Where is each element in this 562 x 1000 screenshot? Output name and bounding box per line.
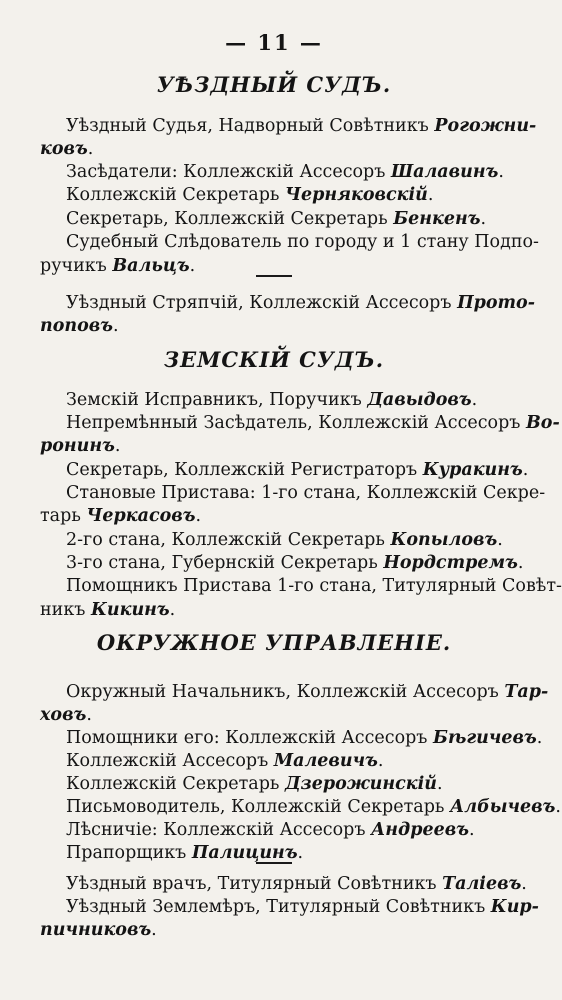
heading-zemsky-sud: ЗЕМСКІЙ СУДЪ. bbox=[163, 347, 385, 372]
text-line: Коллежскій Ассесоръ Малевичъ. bbox=[66, 751, 384, 771]
text-line: Коллежскій Секретарь Черняковскій. bbox=[66, 185, 434, 205]
text-line: Прапорщикъ Палицинъ. bbox=[66, 843, 304, 863]
text-line: поповъ. bbox=[40, 316, 119, 336]
text-line: ковъ. bbox=[40, 139, 94, 159]
text-line: Секретарь, Коллежскій Регистраторъ Куракинъ. bbox=[66, 460, 529, 480]
text-line: Помощники его: Коллежскій Ассесоръ Бѣгичевъ. bbox=[66, 728, 543, 748]
text-line: ручикъ Вальцъ. bbox=[40, 256, 196, 276]
separator-rule bbox=[256, 862, 292, 864]
text-line: тарь Черкасовъ. bbox=[40, 506, 202, 526]
text-line: Уѣздный Землемѣръ, Титулярный Совѣтникъ Кир- bbox=[66, 897, 539, 917]
text-line: Секретарь, Коллежскій Секретарь Бенкенъ. bbox=[66, 209, 487, 229]
heading-okruzhnoe-upravlenie: ОКРУЖНОЕ УПРАВЛЕНІЕ. bbox=[96, 630, 452, 655]
text-line: никъ Кикинъ. bbox=[40, 600, 176, 620]
text-line: Земскій Исправникъ, Поручикъ Давыдовъ. bbox=[66, 390, 478, 410]
text-line: Окружный Начальникъ, Коллежскій Ассесоръ Тар- bbox=[66, 682, 549, 702]
text-line: Уѣздный Стряпчій, Коллежскій Ассесоръ Прото- bbox=[66, 293, 535, 313]
separator-rule bbox=[256, 275, 292, 277]
text-line: Письмоводитель, Коллежскій Секретарь Албычевъ. bbox=[66, 797, 561, 817]
text-line: 2-го стана, Коллежскій Секретарь Копыловъ. bbox=[66, 530, 503, 550]
text-line: Уѣздный врачъ, Титулярный Совѣтникъ Таліевъ. bbox=[66, 874, 527, 894]
page-number: — 11 — bbox=[225, 30, 323, 55]
text-line: пичниковъ. bbox=[40, 920, 157, 940]
text-line: Уѣздный Судья, Надворный Совѣтникъ Рогожни- bbox=[66, 116, 537, 136]
text-line: Помощникъ Пристава 1-го стана, Титулярный Совѣт- bbox=[66, 576, 562, 596]
text-line: Становые Пристава: 1-го стана, Коллежскій Секре- bbox=[66, 483, 546, 503]
text-line: 3-го стана, Губернскій Секретарь Нордстремъ. bbox=[66, 553, 524, 573]
text-line: ронинъ. bbox=[40, 436, 121, 456]
text-line: ховъ. bbox=[40, 705, 92, 725]
text-line: Засѣдатели: Коллежскій Ассесоръ Шалавинъ. bbox=[66, 162, 504, 182]
text-line: Коллежскій Секретарь Дзерожинскій. bbox=[66, 774, 443, 794]
text-line: Непремѣнный Засѣдатель, Коллежскій Ассесоръ Во- bbox=[66, 413, 560, 433]
text-line: Лѣсничіе: Коллежскій Ассесоръ Андреевъ. bbox=[66, 820, 475, 840]
heading-uezdny-sud: УѢЗДНЫЙ СУДЪ. bbox=[156, 72, 392, 97]
text-line: Судебный Слѣдователь по городу и 1 стану Подпо- bbox=[66, 232, 539, 252]
